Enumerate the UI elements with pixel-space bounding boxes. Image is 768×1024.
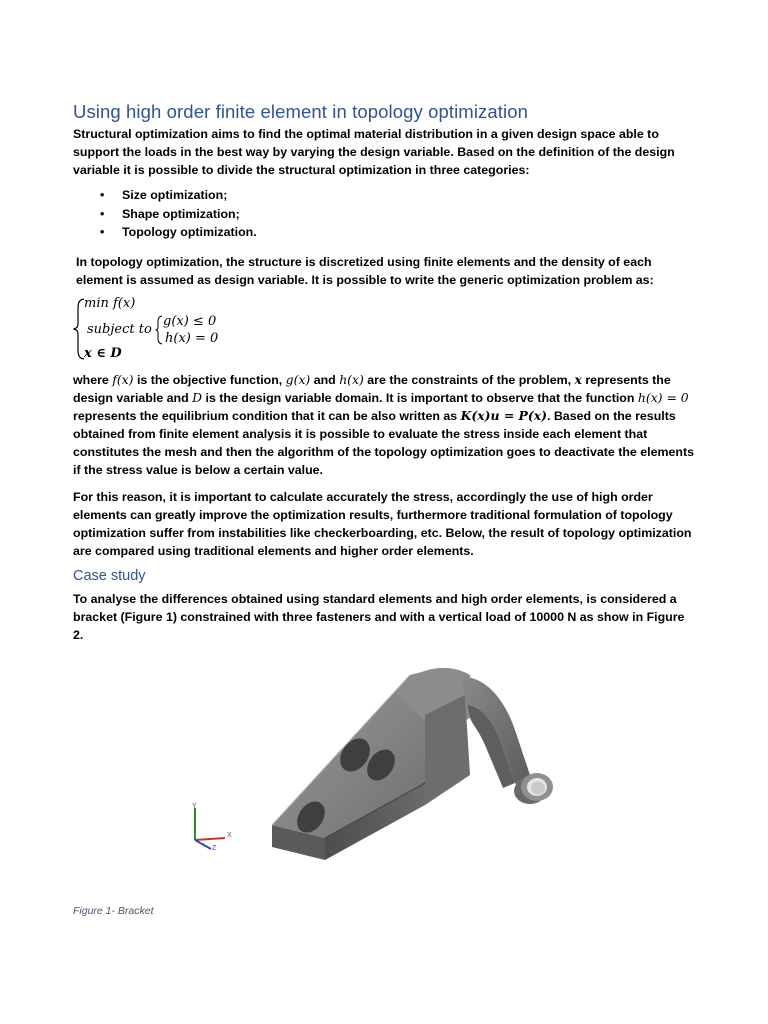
list-item	[100, 205, 257, 224]
definitions-paragraph: where f(x) is the objective function, g(x) and h(x) are the constraints of the problem, x represents the design variable and D is the design variable domain. It is important to observe that the function h(x) = 0 represents the equilibrium condition that it can be also written as K(x)u = P(x). Based on the results obtained from finite element analysis it is possible to evaluate the stress inside each element that constitutes the mesh and then the algorithm of the topology optimization goes to deactivate the elements if the stress value is below a certain value.	[73, 372, 694, 477]
objective-term: min f(x)	[84, 296, 136, 311]
constraint-h: h(x) = 0	[165, 331, 219, 346]
intro-paragraph: Structural optimization aims to find the optimal material distribution in a given design space able to support the loads in the best way by varying the design variable. Based on the definition of the design variable it is possible to divide the structural optimization in three categories:	[73, 127, 675, 177]
bullet-icon: •	[100, 225, 105, 239]
category-list	[100, 186, 257, 242]
axis-z-label: Z	[212, 845, 217, 852]
axis-x-label: X	[227, 832, 232, 839]
bracket-image	[185, 655, 605, 870]
bullet-icon: •	[100, 188, 105, 202]
bracket-figure	[185, 655, 605, 875]
list-item-text: Size optimization;	[122, 188, 228, 202]
subject-to-label: subject to	[87, 322, 152, 337]
inner-brace-icon	[155, 315, 163, 345]
stress-paragraph: For this reason, it is important to calculate accurately the stress, accordingly the use of high order elements can greatly improve the optimization results, furthermore traditional formulation of topology optimization suffer from instabilities like checkerboarding, etc. Below, the result of topology optimization are compared using traditional elements and higher order elements.	[73, 490, 692, 558]
list-item	[100, 223, 257, 242]
axis-y-label: Y	[192, 803, 197, 810]
domain-term: x ∈ D	[84, 346, 122, 361]
list-item-text: Shape optimization;	[122, 206, 240, 221]
topology-paragraph: In topology optimization, the structure is discretized using finite elements and the density of each element is assumed as design variable. It is possible to write the generic optimization problem as:	[76, 255, 654, 287]
constraint-g: g(x) ≤ 0	[163, 314, 217, 329]
optimization-formula	[73, 296, 273, 362]
case-study-heading: Case study	[73, 568, 146, 584]
list-item	[100, 186, 257, 205]
figure-caption: Figure 1- Bracket	[73, 905, 154, 917]
section-heading: Using high order finite element in topology optimization	[73, 101, 528, 122]
bullet-icon: •	[100, 206, 105, 221]
list-item-text: Topology optimization.	[122, 225, 257, 239]
case-study-paragraph: To analyse the differences obtained using standard elements and high order elements, is considered a bracket (Figure 1) constrained with three fasteners and with a vertical load of 10000 N as show in Figure 2.	[73, 592, 685, 642]
